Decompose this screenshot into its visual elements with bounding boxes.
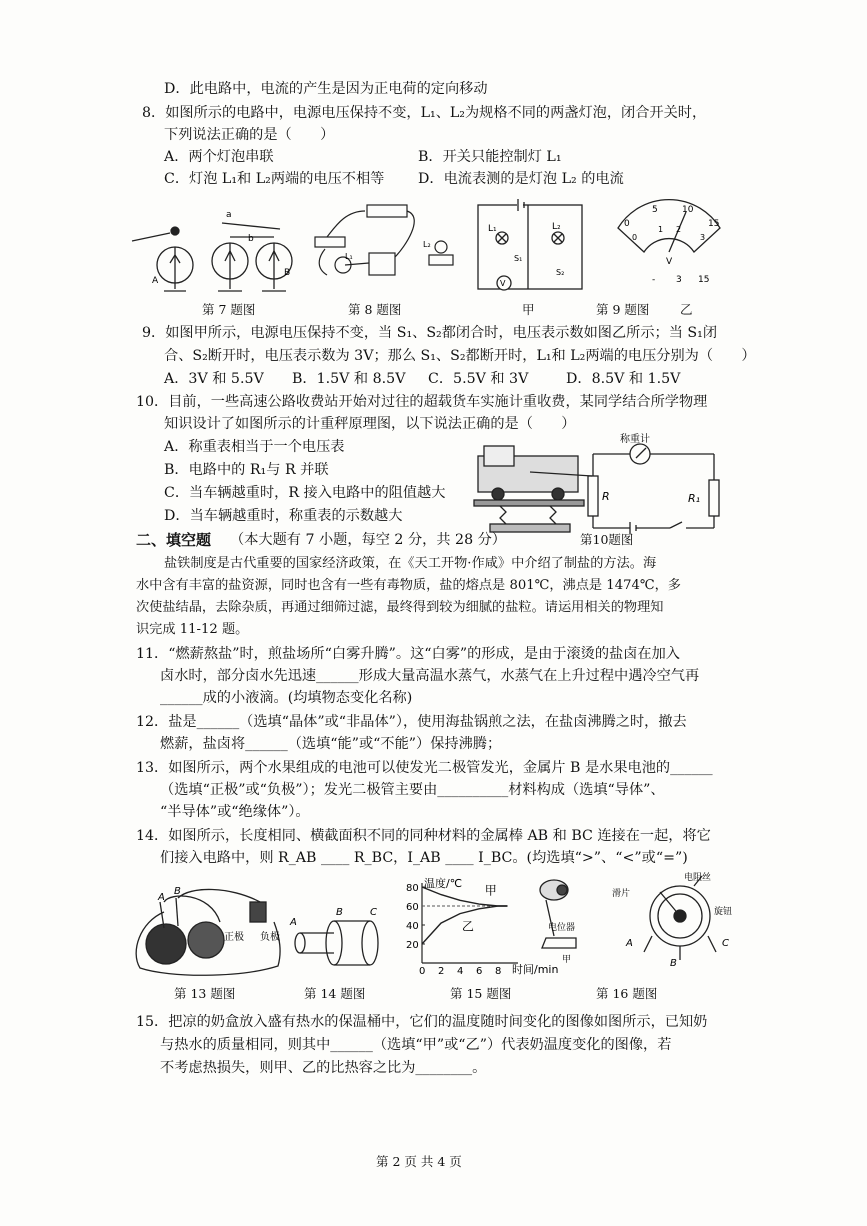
q14-line-2: 们接入电路中，则 R_AB ____ R_BC，I_AB ____ I_BC。(均选填“>”、“<”或“=”) — [160, 850, 688, 866]
svg-text:A: A — [158, 892, 165, 903]
svg-text:2: 2 — [676, 225, 682, 234]
caption-fig15: 第 15 题图 — [450, 986, 512, 1001]
svg-text:L₂: L₂ — [552, 222, 561, 232]
svg-text:5: 5 — [652, 205, 658, 215]
q10-stem-2: 知识设计了如图所示的计重秤原理图，以下说法正确的是（ ） — [164, 416, 576, 432]
svg-text:R₁: R₁ — [688, 492, 701, 505]
q12-line-2: 燃薪，盐卤将______（选填“能”或“不能”）保持沸腾； — [160, 736, 502, 752]
svg-text:3: 3 — [700, 233, 706, 242]
svg-text:S₂: S₂ — [556, 268, 565, 277]
chart-x-tick: 4 — [457, 966, 464, 977]
svg-text:正极: 正极 — [224, 932, 244, 943]
section-2-title: 二、填空题 — [136, 531, 212, 549]
q13-line-1: 13．如图所示，两个水果组成的电池可以使发光二极管发光，金属片 B 是水果电池的______ — [136, 760, 713, 776]
caption-fig16: 第 16 题图 — [596, 986, 658, 1001]
caption-fig9: 第 9 题图 — [596, 302, 650, 317]
q15-line-1: 15．把凉的奶盒放入盛有热水的保温桶中，它们的温度随时间变化的图像如图所示，已知奶 — [136, 1014, 708, 1030]
q9-option-d: D．8.5V 和 1.5V — [566, 371, 681, 387]
svg-text:1: 1 — [658, 225, 664, 234]
svg-text:V: V — [666, 257, 673, 267]
svg-text:B: B — [174, 886, 181, 897]
caption-fig13: 第 13 题图 — [174, 986, 236, 1001]
svg-text:10: 10 — [682, 205, 694, 215]
section-2-note: （本大题有 7 小题，每空 2 分，共 28 分） — [230, 532, 506, 548]
page-footer: 第 2 页 共 4 页 — [376, 1154, 462, 1169]
q10-stem: 10．目前，一些高速公路收费站开始对过往的超载货车实施计重收费，某同学结合所学物理 — [136, 394, 708, 410]
chart-x-tick: 2 — [438, 966, 445, 977]
svg-text:C: C — [370, 907, 377, 918]
q13-line-2: （选填“正极”或“负极”）；发光二极管主要由__________材料构成（选填“导体”、 — [160, 782, 665, 798]
passage-line-2: 水中含有丰富的盐资源，同时也含有一些有毒物质，盐的熔点是 801℃，沸点是 1474℃，多 — [136, 578, 681, 593]
svg-text:15: 15 — [698, 275, 710, 285]
svg-text:A: A — [626, 938, 633, 949]
caption-fig8: 第 8 题图 — [348, 302, 402, 317]
svg-text:-: - — [652, 275, 656, 285]
q8-stem-2: 下列说法正确的是（ ） — [164, 127, 335, 143]
q10-option-c: C．当车辆越重时，R 接入电路中的阻值越大 — [164, 485, 446, 501]
passage-line-3: 次使盐结晶，去除杂质，再通过细筛过滤，最终得到较为细腻的盐粒。请运用相关的物理知 — [136, 600, 664, 615]
svg-text:V: V — [500, 279, 506, 288]
svg-text:B: B — [336, 907, 343, 918]
figure-16 — [610, 872, 760, 967]
svg-text:旋钮: 旋钮 — [714, 907, 733, 917]
q8-option-d: D．电流表测的是灯泡 L₂ 的电流 — [418, 171, 624, 187]
caption-fig9-a: 甲 — [522, 302, 535, 317]
q9-stem: 9．如图甲所示，电源电压保持不变，当 S₁、S₂都闭合时，电压表示数如图乙所示；当 S₁闭 — [142, 325, 718, 341]
chart-y-tick: 40 — [406, 921, 419, 932]
chart-y-tick: 60 — [406, 902, 419, 913]
svg-text:甲: 甲 — [562, 955, 572, 965]
svg-text:滑片: 滑片 — [612, 889, 631, 899]
svg-text:称重计: 称重计 — [620, 434, 650, 445]
figure-9-circuit — [474, 203, 586, 295]
q8-option-a: A．两个灯泡串联 — [164, 149, 274, 165]
svg-text:负极: 负极 — [260, 932, 280, 943]
q15-line-3: 不考虑热损失，则甲、乙的比热容之比为________。 — [160, 1060, 487, 1076]
svg-text:0: 0 — [624, 219, 630, 229]
svg-text:L₁: L₁ — [345, 252, 353, 261]
chart-y-tick: 80 — [406, 883, 419, 894]
q9-stem-2: 合、S₂断开时，电压表示数为 3V；那么 S₁、S₂都断开时，L₁和 L₂两端的电压分别为（ ） — [164, 348, 756, 364]
svg-text:L₂: L₂ — [423, 240, 431, 249]
passage-line-1: 盐铁制度是古代重要的国家经济政策，在《天工开物·作咸》中介绍了制盐的方法。海 — [164, 556, 657, 571]
q10-option-d: D．当车辆越重时，称重表的示数越大 — [164, 508, 403, 524]
q13-line-3: “半导体”或“绝缘体”）。 — [160, 804, 310, 820]
q10-option-a: A．称重表相当于一个电压表 — [164, 439, 345, 455]
svg-text:b: b — [248, 234, 254, 244]
svg-text:L₁: L₁ — [488, 224, 497, 234]
chart-y-tick: 20 — [406, 940, 419, 951]
chart-x-tick: 0 — [419, 966, 426, 977]
svg-text:R: R — [602, 490, 610, 503]
caption-fig14: 第 14 题图 — [304, 986, 366, 1001]
svg-text:15: 15 — [708, 219, 720, 229]
q12-line-1: 12．盐是______（选填“晶体”或“非晶体”），使用海盐锅煎之法，在盐卤沸腾之时，撤去 — [136, 714, 687, 730]
svg-text:a: a — [226, 210, 232, 220]
q15-line-2: 与热水的质量相同，则其中______（选填“甲”或“乙”）代表奶温度变化的图像，若 — [160, 1037, 672, 1053]
figure-7 — [130, 203, 300, 303]
figure-15-chart — [402, 875, 559, 977]
figure-10 — [470, 432, 730, 542]
svg-text:电阻丝: 电阻丝 — [684, 873, 712, 883]
chart-xlabel: 时间/min — [512, 963, 559, 976]
svg-text:电位器: 电位器 — [548, 923, 576, 933]
q7-option-d: D．此电路中，电流的产生是因为正电荷的定向移动 — [164, 81, 488, 97]
svg-text:A: A — [290, 917, 297, 928]
q9-option-b: B．1.5V 和 8.5V — [292, 371, 406, 387]
q8-option-c: C．灯泡 L₁和 L₂两端的电压不相等 — [164, 171, 385, 187]
q11-line-1: 11．“燃薪熬盐”时，煎盐场所“白雾升腾”。这“白雾”的形成，是由于滚烫的盐卤在加入 — [136, 646, 680, 662]
chart-ylabel: 温度/℃ — [424, 877, 463, 890]
svg-text:0: 0 — [632, 233, 638, 242]
svg-text:A: A — [152, 276, 159, 286]
q8-stem: 8．如图所示的电路中，电源电压保持不变，L₁、L₂为规格不同的两盏灯泡，闭合开关时， — [142, 105, 707, 121]
passage-line-4: 识完成 11-12 题。 — [136, 622, 249, 637]
svg-text:S₁: S₁ — [514, 254, 523, 263]
figure-13 — [130, 882, 290, 977]
svg-text:C: C — [722, 938, 729, 949]
svg-text:B: B — [670, 958, 677, 969]
q11-line-2: 卤水时，部分卤水先迅速______形成大量高温水蒸气，水蒸气在上升过程中遇冷空气再 — [160, 668, 700, 684]
figure-8 — [305, 197, 455, 297]
q8-option-b: B．开关只能控制灯 L₁ — [418, 149, 562, 165]
svg-text:B: B — [284, 268, 291, 278]
svg-text:3: 3 — [676, 275, 682, 285]
chart-x-tick: 6 — [476, 966, 483, 977]
q11-line-3: ______成的小液滴。(均填物态变化名称) — [160, 690, 413, 706]
figure-9-voltmeter — [614, 198, 724, 288]
q9-option-c: C．5.5V 和 3V — [428, 371, 529, 387]
chart-x-tick: 8 — [495, 966, 502, 977]
caption-fig10: 第10题图 — [580, 532, 634, 547]
q10-option-b: B．电路中的 R₁与 R 并联 — [164, 462, 329, 478]
chart-series-label-1: 甲 — [484, 883, 497, 898]
q9-option-a: A．3V 和 5.5V — [164, 371, 264, 387]
chart-series-label-2: 乙 — [461, 919, 474, 934]
q14-line-1: 14．如图所示，长度相同、横截面积不同的同种材料的金属棒 AB 和 BC 连接在一起，将它 — [136, 828, 711, 844]
figure-15-device — [532, 870, 592, 965]
caption-fig9-b: 乙 — [680, 302, 693, 317]
figure-14 — [290, 905, 380, 985]
caption-fig7: 第 7 题图 — [202, 302, 256, 317]
